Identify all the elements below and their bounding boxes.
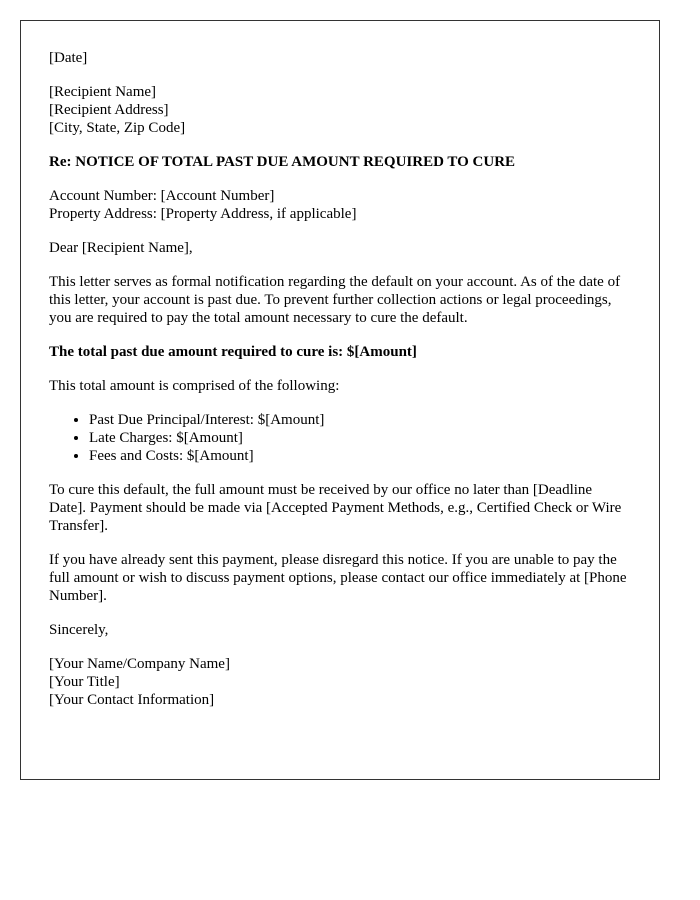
list-item: • Fees and Costs: $[Amount] (89, 447, 631, 465)
letter-date: [Date] (49, 50, 88, 66)
subject-line: Re: NOTICE OF TOTAL PAST DUE AMOUNT REQUIRED TO CURE (49, 154, 516, 170)
signature-contact: [Your Contact Information] (49, 692, 215, 708)
recipient-block (49, 83, 631, 137)
letter-page (20, 20, 660, 780)
recipient-city-state-zip: [City, State, Zip Code] (49, 120, 186, 136)
signature-name: [Your Name/Company Name] (49, 656, 230, 672)
property-address-line: Property Address: [Property Address, if applicable] (49, 206, 357, 222)
total-amount-statement: The total past due amount required to cure is: $[Amount] (49, 344, 417, 360)
account-number-line: Account Number: [Account Number] (49, 188, 275, 204)
signature-title: [Your Title] (49, 674, 120, 690)
account-block (49, 187, 631, 223)
contact-paragraph: If you have already sent this payment, please disregard this notice. If you are unable to pay the full amount or wish to discuss payment options, please contact our office immediately at [Phone Number]. (49, 552, 627, 604)
deadline-paragraph: To cure this default, the full amount must be received by our office no later than [Deadline Date]. Payment should be made via [Accepted Payment Methods, e.g., Certified Check or Wire Transfer]. (49, 482, 622, 534)
breakdown-list (49, 411, 631, 465)
closing: Sincerely, (49, 622, 109, 638)
recipient-name: [Recipient Name] (49, 84, 157, 100)
list-item: • Late Charges: $[Amount] (89, 429, 631, 447)
list-item: • Past Due Principal/Interest: $[Amount] (89, 411, 631, 429)
recipient-address: [Recipient Address] (49, 102, 169, 118)
salutation: Dear [Recipient Name], (49, 240, 193, 256)
breakdown-intro: This total amount is comprised of the following: (49, 378, 340, 394)
signature-block (49, 655, 631, 709)
intro-paragraph: This letter serves as formal notification regarding the default on your account. As of the date of this letter, your account is past due. To prevent further collection actions or legal proceedings, you are required to pay the total amount necessary to cure the default. (49, 274, 621, 326)
